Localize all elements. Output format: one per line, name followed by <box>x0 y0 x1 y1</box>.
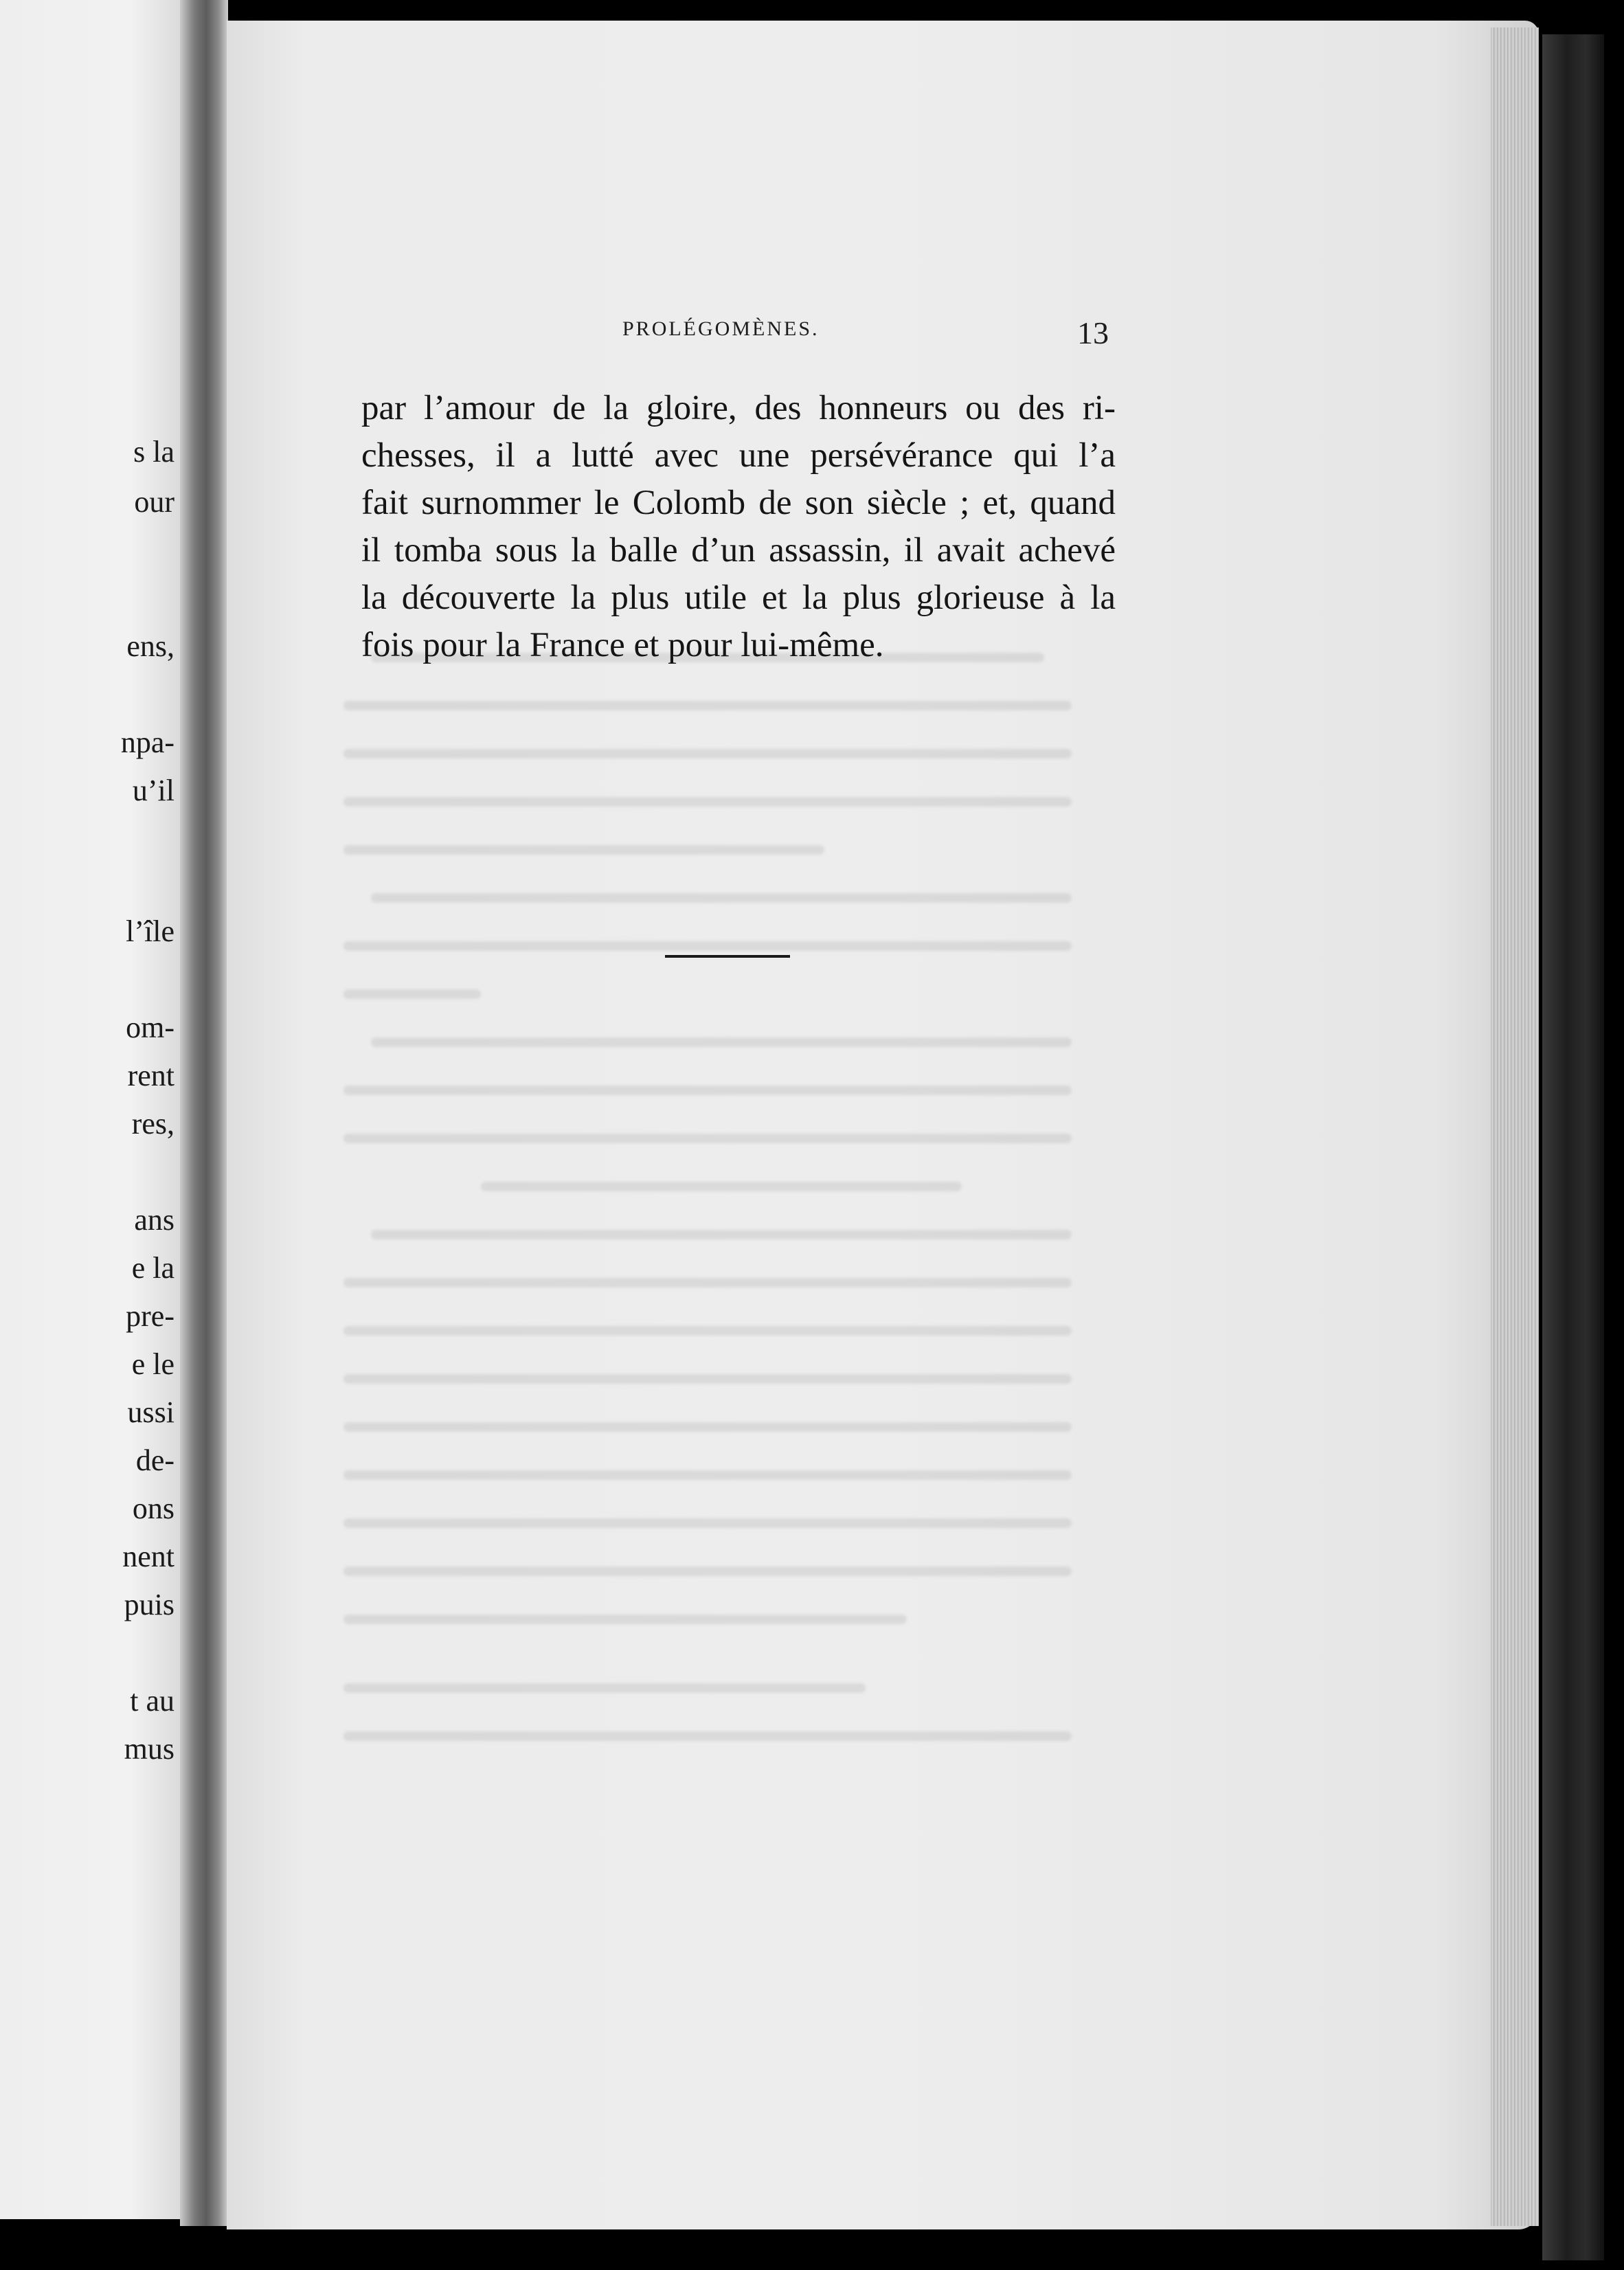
book-gutter <box>180 0 228 2226</box>
left-line-fragment: nent <box>122 1540 174 1573</box>
body-line: fait surnommer le Colomb de son siècle ; et, quand <box>361 484 1116 522</box>
left-line-fragment: rent <box>127 1059 174 1092</box>
left-line-fragment: e la <box>131 1251 174 1285</box>
body-line: chesses, il a lutté avec une persévérance qui l’a <box>361 436 1116 475</box>
left-line-fragment: npa- <box>120 726 174 759</box>
running-head: PROLÉGOMÈNES. <box>622 317 820 340</box>
left-line-fragment: de- <box>135 1443 174 1477</box>
left-line-fragment: ons <box>132 1492 174 1525</box>
book-cover-edge <box>1542 34 1604 2260</box>
left-line-fragment: pre- <box>126 1299 174 1333</box>
body-line: par l’amour de la gloire, des honneurs ou des ri- <box>361 389 1116 427</box>
bleed-through-text <box>343 653 1099 1786</box>
left-line-fragment: l’île <box>126 914 174 948</box>
left-line-fragment: u’il <box>132 774 174 807</box>
left-line-fragment: mus <box>124 1732 174 1766</box>
left-line-fragment: ussi <box>127 1395 174 1429</box>
left-line-fragment: our <box>134 485 174 519</box>
body-line: la découverte la plus utile et la plus glorieuse à la <box>361 578 1116 617</box>
page-number: 13 <box>1077 315 1109 350</box>
page-block-edge <box>1491 27 1539 2226</box>
left-line-fragment: ens, <box>126 629 174 663</box>
left-line-fragment: t au <box>130 1684 174 1718</box>
left-line-fragment: res, <box>131 1107 174 1140</box>
left-line-fragment: om- <box>126 1011 174 1044</box>
body-line: fois pour la France et pour lui-même. <box>361 626 884 664</box>
section-end-rule <box>665 955 790 958</box>
left-page-text-fragments <box>0 0 180 2219</box>
body-paragraph <box>361 385 1116 669</box>
body-line: il tomba sous la balle d’un assassin, il avait achevé <box>361 531 1116 570</box>
left-line-fragment: puis <box>124 1588 174 1621</box>
left-line-fragment: ans <box>134 1203 174 1237</box>
left-line-fragment: s la <box>133 435 174 469</box>
left-line-fragment: e le <box>131 1347 174 1381</box>
